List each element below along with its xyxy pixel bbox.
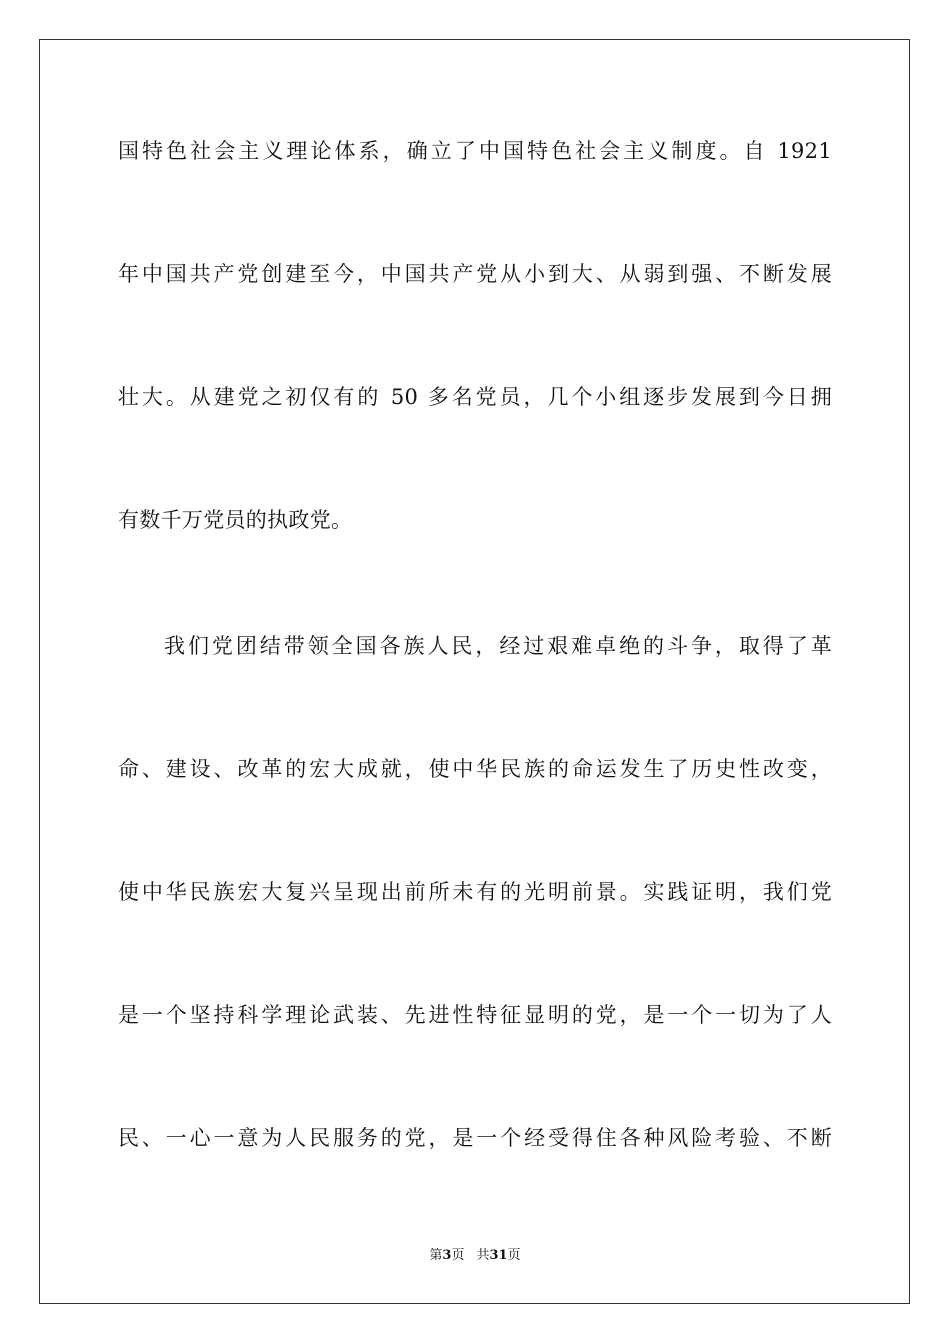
body-text-line-3: 壮大。从建党之初仅有的 50 多名党员，几个小组逐步发展到今日拥: [118, 385, 832, 409]
footer-total-suffix: 页: [507, 1248, 521, 1263]
body-text-line-6: 命、建设、改革的宏大成就，使中华民族的命运发生了历史性改变，: [118, 757, 832, 781]
body-text-line-2: 年中国共产党创建至今，中国共产党从小到大、从弱到强、不断发展: [118, 262, 832, 286]
footer-page-suffix: 页: [451, 1248, 465, 1263]
body-text-line-7: 使中华民族宏大复兴呈现出前所未有的光明前景。实践证明，我们党: [118, 880, 832, 904]
footer-current-page: 3: [442, 1248, 452, 1263]
body-text-line-5: 我们党团结带领全国各族人民，经过艰难卓绝的斗争，取得了革: [164, 634, 832, 658]
page-footer: [0, 1247, 950, 1265]
body-text-line-9: 民、一心一意为人民服务的党，是一个经受得住各种风险考验、不断: [118, 1126, 832, 1150]
footer-total-prefix: 共: [476, 1248, 490, 1263]
body-text-line-1: 国特色社会主义理论体系，确立了中国特色社会主义制度。自 1921: [118, 139, 832, 163]
body-text-line-8: 是一个坚持科学理论武装、先进性特征显明的党，是一个一切为了人: [118, 1003, 832, 1027]
footer-total-pages: 31: [489, 1248, 508, 1263]
page-border: [39, 39, 910, 1304]
footer-page-prefix: 第: [429, 1248, 443, 1263]
body-text-line-4: 有数千万党员的执政党。: [118, 508, 353, 532]
